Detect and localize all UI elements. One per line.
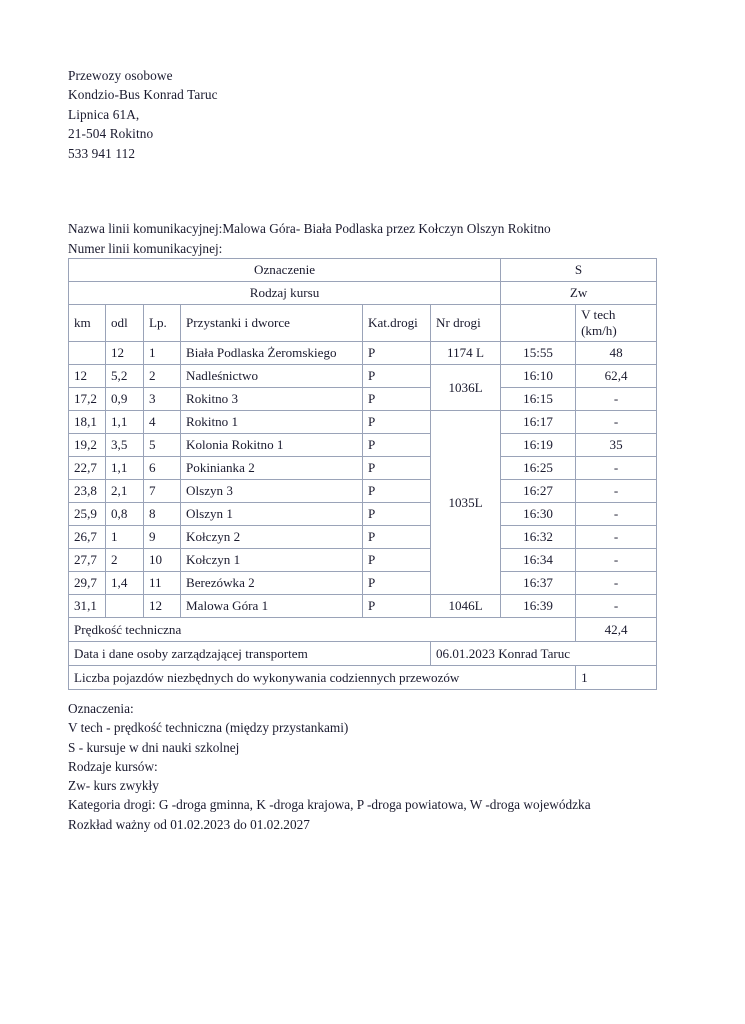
- column-header-kat: Kat.drogi: [363, 305, 431, 342]
- cell-kat: P: [363, 365, 431, 388]
- cell-stop: Nadleśnictwo: [181, 365, 363, 388]
- cell-departure-time: 16:34: [501, 549, 576, 572]
- cell-km: 29,7: [69, 572, 106, 595]
- cell-departure-time: 16:27: [501, 480, 576, 503]
- letterhead-line-1: Przewozy osobowe: [68, 68, 173, 83]
- column-header-vtech-line2: (km/h): [581, 323, 617, 338]
- legend-line-2: V tech - prędkość techniczna (między przystankami): [68, 720, 349, 736]
- cell-stop: Kołczyn 1: [181, 549, 363, 572]
- legend-line-7: Rozkład ważny od 01.02.2023 do 01.02.2027: [68, 816, 310, 832]
- footer-row-manager: [69, 642, 657, 666]
- cell-kat: P: [363, 388, 431, 411]
- letterhead-line-3: Lipnica 61A,: [68, 106, 140, 122]
- line-info: [68, 219, 551, 258]
- cell-departure-time: 16:37: [501, 572, 576, 595]
- cell-kat: P: [363, 342, 431, 365]
- column-header-vtech: [576, 305, 657, 342]
- cell-stop: Biała Podlaska Żeromskiego: [181, 342, 363, 365]
- table-row: [69, 503, 657, 526]
- cell-departure-time: 16:15: [501, 388, 576, 411]
- cell-kat: P: [363, 526, 431, 549]
- band-oznaczenie: Oznaczenie: [69, 259, 501, 282]
- band-course-type: Zw: [501, 282, 657, 305]
- legend-line-5: Zw- kurs zwykły: [68, 778, 159, 794]
- cell-kat: P: [363, 434, 431, 457]
- vehicles-value: 1: [576, 666, 657, 690]
- band-rodzaj-kursu: Rodzaj kursu: [69, 282, 501, 305]
- line-number: Numer linii komunikacyjnej:: [68, 240, 223, 256]
- cell-odl: 2,1: [106, 480, 144, 503]
- cell-vtech: -: [576, 549, 657, 572]
- cell-stop: Berezówka 2: [181, 572, 363, 595]
- cell-stop: Rokitno 1: [181, 411, 363, 434]
- cell-departure-time: 16:39: [501, 595, 576, 618]
- cell-vtech: -: [576, 480, 657, 503]
- cell-lp: 6: [144, 457, 181, 480]
- cell-vtech: -: [576, 388, 657, 411]
- cell-odl: 1,4: [106, 572, 144, 595]
- column-header-stop: Przystanki i dworce: [181, 305, 363, 342]
- cell-km: 27,7: [69, 549, 106, 572]
- footer-row-speed: [69, 618, 657, 642]
- cell-km: 18,1: [69, 411, 106, 434]
- letterhead-line-2: Kondzio-Bus Konrad Taruc: [68, 87, 218, 103]
- cell-lp: 4: [144, 411, 181, 434]
- column-header-nr: Nr drogi: [431, 305, 501, 342]
- cell-odl: [106, 595, 144, 618]
- cell-kat: P: [363, 549, 431, 572]
- column-header-vtech-line1: V tech: [581, 307, 616, 322]
- cell-lp: 11: [144, 572, 181, 595]
- cell-km: 31,1: [69, 595, 106, 618]
- cell-odl: 3,5: [106, 434, 144, 457]
- cell-kat: P: [363, 457, 431, 480]
- cell-km: 12: [69, 365, 106, 388]
- letterhead: [68, 66, 218, 163]
- table-row: [69, 572, 657, 595]
- cell-stop: Malowa Góra 1: [181, 595, 363, 618]
- cell-km: 23,8: [69, 480, 106, 503]
- cell-km: 22,7: [69, 457, 106, 480]
- table-header-row: [69, 305, 657, 342]
- cell-road-number: 1174 L: [431, 342, 501, 365]
- cell-odl: 1: [106, 526, 144, 549]
- cell-road-number: 1046L: [431, 595, 501, 618]
- cell-vtech: 48: [576, 342, 657, 365]
- table-row: [69, 411, 657, 434]
- cell-stop: Rokitno 3: [181, 388, 363, 411]
- cell-road-number: 1036L: [431, 365, 501, 411]
- cell-stop: Olszyn 1: [181, 503, 363, 526]
- manager-label: Data i dane osoby zarządzającej transportem: [69, 642, 431, 666]
- table-row: [69, 595, 657, 618]
- column-header-km: km: [69, 305, 106, 342]
- speed-label: Prędkość techniczna: [69, 618, 576, 642]
- line-name: Nazwa linii komunikacyjnej:Malowa Góra- Biała Podlaska przez Kołczyn Olszyn Rokitno: [68, 221, 551, 236]
- cell-departure-time: 16:10: [501, 365, 576, 388]
- cell-km: 19,2: [69, 434, 106, 457]
- cell-kat: P: [363, 503, 431, 526]
- footer-row-vehicles: [69, 666, 657, 690]
- cell-vtech: -: [576, 503, 657, 526]
- table-row: [69, 480, 657, 503]
- cell-kat: P: [363, 480, 431, 503]
- vehicles-label: Liczba pojazdów niezbędnych do wykonywania codziennych przewozów: [69, 666, 576, 690]
- cell-departure-time: 16:17: [501, 411, 576, 434]
- legend-line-4: Rodzaje kursów:: [68, 758, 158, 774]
- table-row: [69, 526, 657, 549]
- cell-departure-time: 16:19: [501, 434, 576, 457]
- cell-vtech: -: [576, 411, 657, 434]
- column-header-time: [501, 305, 576, 342]
- cell-lp: 5: [144, 434, 181, 457]
- cell-vtech: 35: [576, 434, 657, 457]
- table-band-row-2: [69, 282, 657, 305]
- legend-line-1: Oznaczenia:: [68, 701, 134, 716]
- cell-odl: 1,1: [106, 457, 144, 480]
- letterhead-line-4: 21-504 Rokitno: [68, 126, 154, 142]
- cell-lp: 7: [144, 480, 181, 503]
- cell-lp: 3: [144, 388, 181, 411]
- cell-lp: 12: [144, 595, 181, 618]
- cell-lp: 9: [144, 526, 181, 549]
- cell-kat: P: [363, 572, 431, 595]
- cell-departure-time: 16:25: [501, 457, 576, 480]
- table-row: [69, 388, 657, 411]
- table-row: [69, 365, 657, 388]
- cell-lp: 10: [144, 549, 181, 572]
- cell-stop: Olszyn 3: [181, 480, 363, 503]
- cell-vtech: 62,4: [576, 365, 657, 388]
- cell-kat: P: [363, 595, 431, 618]
- cell-odl: 0,9: [106, 388, 144, 411]
- table-row: [69, 342, 657, 365]
- cell-odl: 5,2: [106, 365, 144, 388]
- cell-stop: Pokinianka 2: [181, 457, 363, 480]
- manager-value: 06.01.2023 Konrad Taruc: [431, 642, 657, 666]
- cell-kat: P: [363, 411, 431, 434]
- cell-km: [69, 342, 106, 365]
- legend-line-3: S - kursuje w dni nauki szkolnej: [68, 739, 240, 755]
- cell-lp: 2: [144, 365, 181, 388]
- cell-stop: Kołczyn 2: [181, 526, 363, 549]
- column-header-odl: odl: [106, 305, 144, 342]
- legend: [68, 699, 591, 834]
- cell-odl: 1,1: [106, 411, 144, 434]
- timetable: [68, 258, 657, 690]
- cell-road-number: 1035L: [431, 411, 501, 595]
- table-row: [69, 457, 657, 480]
- speed-value: 42,4: [576, 618, 657, 642]
- cell-departure-time: 16:30: [501, 503, 576, 526]
- table-band-row-1: [69, 259, 657, 282]
- table-row: [69, 434, 657, 457]
- cell-odl: 0,8: [106, 503, 144, 526]
- cell-departure-time: 16:32: [501, 526, 576, 549]
- table-row: [69, 549, 657, 572]
- column-header-lp: Lp.: [144, 305, 181, 342]
- cell-odl: 2: [106, 549, 144, 572]
- cell-km: 17,2: [69, 388, 106, 411]
- cell-stop: Kolonia Rokitno 1: [181, 434, 363, 457]
- cell-departure-time: 15:55: [501, 342, 576, 365]
- cell-lp: 8: [144, 503, 181, 526]
- legend-line-6: Kategoria drogi: G -droga gminna, K -droga krajowa, P -droga powiatowa, W -droga wojewódzka: [68, 797, 591, 813]
- cell-km: 25,9: [69, 503, 106, 526]
- band-course-code: S: [501, 259, 657, 282]
- cell-km: 26,7: [69, 526, 106, 549]
- cell-vtech: -: [576, 526, 657, 549]
- letterhead-phone: 533 941 112: [68, 145, 136, 161]
- cell-vtech: -: [576, 457, 657, 480]
- cell-vtech: -: [576, 572, 657, 595]
- cell-vtech: -: [576, 595, 657, 618]
- cell-odl: 12: [106, 342, 144, 365]
- cell-lp: 1: [144, 342, 181, 365]
